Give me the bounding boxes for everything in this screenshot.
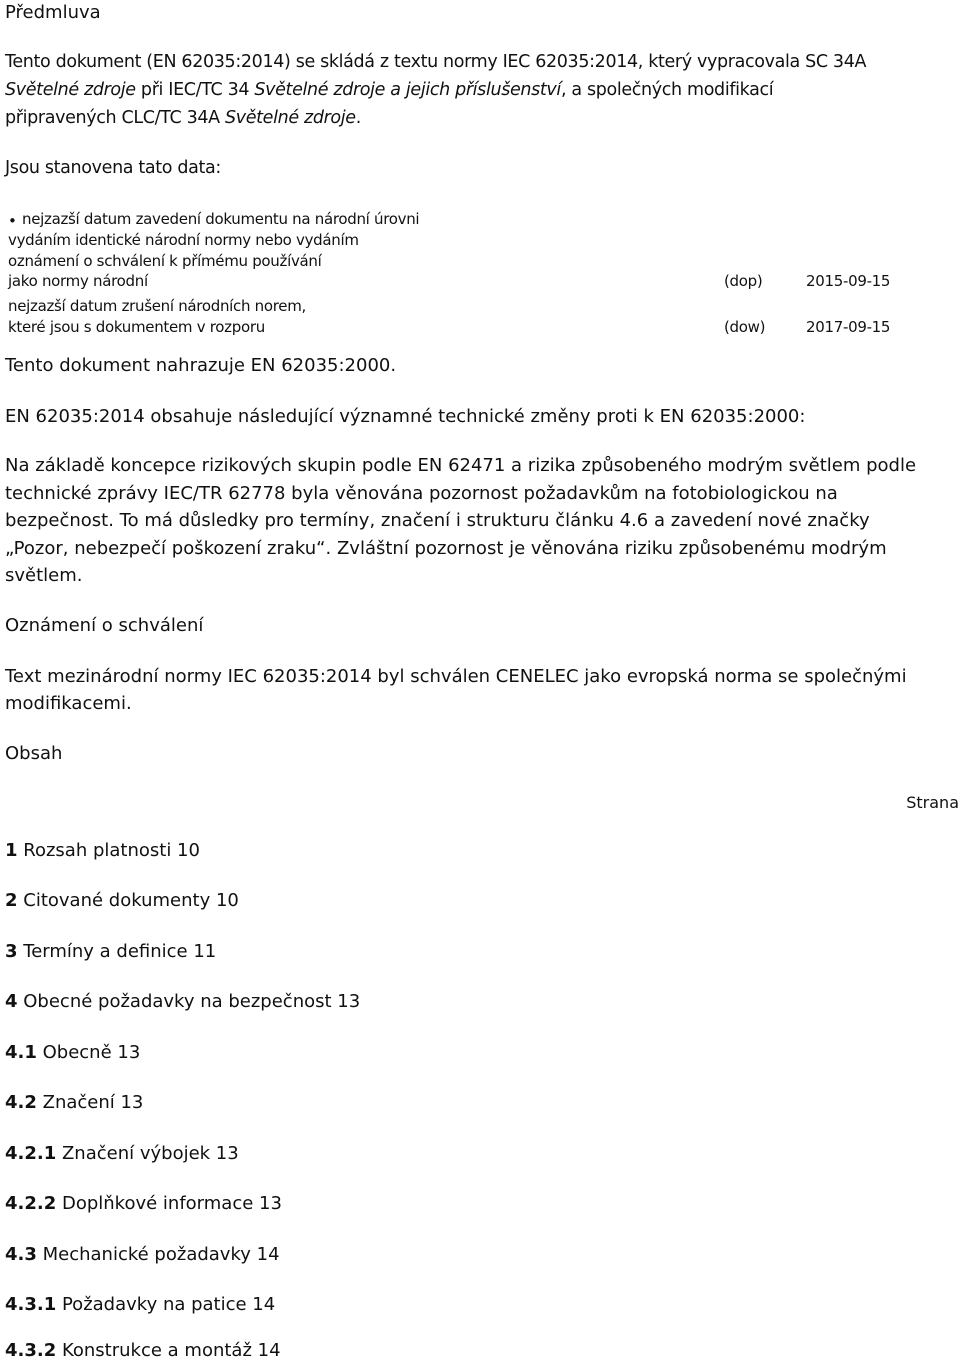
intro-text: připravených CLC/TC 34A xyxy=(5,108,225,128)
approval-heading: Oznámení o schválení xyxy=(5,615,204,636)
toc-entry-title: Rozsah platnosti 10 xyxy=(17,840,200,861)
toc-entry[interactable] xyxy=(5,941,216,963)
intro-text: . xyxy=(355,108,361,128)
toc-entry-number: 4.1 xyxy=(5,1042,37,1063)
toc-entry-title: Citované dokumenty 10 xyxy=(17,890,239,911)
dop-date: 2015-09-15 xyxy=(806,272,891,290)
dates-intro: Jsou stanovena tato data: xyxy=(5,158,221,178)
intro-italic-light-sources: Světelné zdroje xyxy=(224,108,356,128)
toc-entry[interactable] xyxy=(5,1042,140,1064)
toc-entry-number: 4.2 xyxy=(5,1092,37,1113)
toc-entry[interactable] xyxy=(5,1193,282,1215)
intro-text: , a společných modifikací xyxy=(560,80,774,100)
changes-line: bezpečnost. To má důsledky pro termíny, značení i strukturu článku 4.6 a zavedení nové značky xyxy=(5,510,870,531)
toc-entry[interactable] xyxy=(5,1294,275,1316)
toc-entry-title: Obecné požadavky na bezpečnost 13 xyxy=(17,991,361,1012)
intro-italic-light-sources-accessories: Světelné zdroje a jejich příslušenství xyxy=(254,80,561,100)
toc-entry-title: Doplňkové informace 13 xyxy=(56,1193,282,1214)
toc-entry-number: 1 xyxy=(5,840,18,861)
toc-entry[interactable] xyxy=(5,840,200,862)
intro-text: při IEC/TC 34 xyxy=(135,80,255,100)
changes-line: Na základě koncepce rizikových skupin podle EN 62471 a rizika způsobeného modrým světlem podle xyxy=(5,455,917,476)
toc-entry[interactable] xyxy=(5,991,360,1013)
toc-heading: Obsah xyxy=(5,743,63,764)
bullet-icon: • xyxy=(8,212,17,230)
dow-code: (dow) xyxy=(724,318,766,336)
approval-line: Text mezinárodní normy IEC 62035:2014 byl schválen CENELEC jako evropská norma se společnými xyxy=(5,666,907,687)
dow-date: 2017-09-15 xyxy=(806,318,891,336)
toc-entry-number: 4.3 xyxy=(5,1244,37,1265)
toc-entry[interactable] xyxy=(5,1143,239,1165)
intro-italic-light-sources: Světelné zdroje xyxy=(5,80,136,100)
toc-entry[interactable] xyxy=(5,1092,143,1114)
toc-entry[interactable] xyxy=(5,890,239,912)
toc-entry-title: Obecně 13 xyxy=(36,1042,141,1063)
toc-entry-number: 3 xyxy=(5,941,18,962)
dop-label-line: nejzazší datum zavedení dokumentu na národní úrovni xyxy=(22,210,420,228)
changes-line: technické zprávy IEC/TR 62778 byla věnována pozornost požadavkům na fotobiologickou na xyxy=(5,483,838,504)
dop-label-line: vydáním identické národní normy nebo vydáním xyxy=(8,231,359,249)
toc-entry-number: 4.3.2 xyxy=(5,1340,57,1361)
toc-entry-title: Požadavky na patice 14 xyxy=(56,1294,276,1315)
toc-entry-title: Značení výbojek 13 xyxy=(56,1143,239,1164)
toc-page-label: Strana xyxy=(906,793,959,812)
intro-line-1: Tento dokument (EN 62035:2014) se skládá z textu normy IEC 62035:2014, který vypracovala SC 34A xyxy=(5,52,867,72)
toc-entry-number: 2 xyxy=(5,890,18,911)
intro-line-2 xyxy=(5,79,773,101)
toc-entry-number: 4.2.1 xyxy=(5,1143,57,1164)
dow-label-line: které jsou s dokumentem v rozporu xyxy=(8,318,265,336)
dop-code: (dop) xyxy=(724,272,763,290)
changes-line: „Pozor, nebezpečí poškození zraku“. Zvláštní pozornost je věnována riziku způsobenému modrým xyxy=(5,538,887,559)
changes-intro: EN 62035:2014 obsahuje následující významné technické změny proti k EN 62035:2000: xyxy=(5,406,806,427)
approval-line: modifikacemi. xyxy=(5,693,132,714)
toc-entry-number: 4 xyxy=(5,991,18,1012)
toc-entry-title: Mechanické požadavky 14 xyxy=(36,1244,280,1265)
toc-entry-number: 4.3.1 xyxy=(5,1294,57,1315)
toc-entry-title: Konstrukce a montáž 14 xyxy=(56,1340,281,1361)
dop-label-line: jako normy národní xyxy=(8,272,148,290)
dow-label-line: nejzazší datum zrušení národních norem, xyxy=(8,297,306,315)
replaces-statement: Tento dokument nahrazuje EN 62035:2000. xyxy=(5,355,397,376)
toc-entry[interactable] xyxy=(5,1340,281,1362)
page-heading: Předmluva xyxy=(5,2,101,23)
toc-entry-number: 4.2.2 xyxy=(5,1193,57,1214)
intro-line-3 xyxy=(5,107,361,129)
toc-entry[interactable] xyxy=(5,1244,280,1266)
toc-entry-title: Termíny a definice 11 xyxy=(17,941,217,962)
toc-entry-title: Značení 13 xyxy=(36,1092,144,1113)
dop-label-line: oznámení o schválení k přímému používání xyxy=(8,252,322,270)
changes-line: světlem. xyxy=(5,565,83,586)
